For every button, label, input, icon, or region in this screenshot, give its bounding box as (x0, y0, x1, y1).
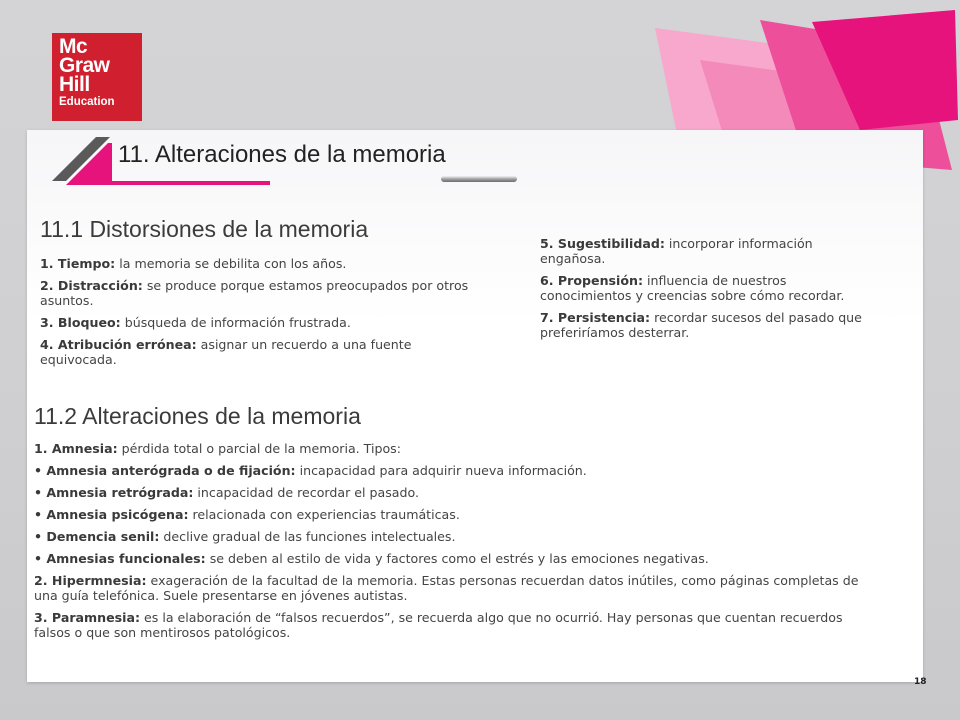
item-label: 6. Propensión: (540, 273, 644, 288)
list-item (540, 310, 880, 340)
section1-right-column (540, 236, 880, 347)
item-text: se produce porque estamos preocupados por otros asuntos. (40, 278, 469, 308)
item-text: recordar sucesos del pasado que preferiríamos desterrar. (540, 310, 862, 340)
list-item (540, 236, 880, 266)
logo-line-education: Education (59, 96, 115, 108)
item-text: relacionada con experiencias traumáticas. (188, 507, 460, 522)
list-item (540, 273, 880, 303)
item-text: incapacidad para adquirir nueva información. (295, 463, 587, 478)
item-label: 4. Atribución errónea: (40, 337, 197, 352)
item-label: • Amnesia anterógrada o de fijación: (34, 463, 296, 478)
item-label: 3. Bloqueo: (40, 315, 121, 330)
item-text: pérdida total o parcial de la memoria. Tipos: (117, 441, 401, 456)
list-item (40, 278, 488, 308)
list-item (34, 485, 864, 500)
item-text: incorporar información engañosa. (540, 236, 813, 266)
item-text: asignar un recuerdo a una fuente equivocada. (40, 337, 412, 367)
item-text: es la elaboración de “falsos recuerdos”, se recuerda algo que no ocurrió. Hay personas que cuentan recuerdos falsos o que son mentirosos patológicos. (34, 610, 843, 640)
item-text: exageración de la facultad de la memoria. Estas personas recuerdan datos inútiles, como páginas completas de una guía telefónica. Suele presentarse en jóvenes autistas. (34, 573, 859, 603)
section1-heading: 11.1 Distorsiones de la memoria (40, 216, 369, 242)
item-label: • Demencia senil: (34, 529, 160, 544)
item-text: influencia de nuestros conocimientos y creencias sobre cómo recordar. (540, 273, 845, 303)
page-number: 18 (914, 677, 927, 687)
section2-list (34, 441, 864, 647)
item-label: 7. Persistencia: (540, 310, 651, 325)
item-label: • Amnesia psicógena: (34, 507, 189, 522)
list-item (40, 337, 488, 367)
item-label: 1. Amnesia: (34, 441, 118, 456)
list-item (34, 441, 864, 456)
item-text: incapacidad de recordar el pasado. (193, 485, 419, 500)
list-item (40, 315, 488, 330)
list-item (34, 463, 864, 478)
item-label: 3. Paramnesia: (34, 610, 141, 625)
section2-heading: 11.2 Alteraciones de la memoria (34, 403, 361, 429)
list-item (34, 551, 864, 566)
item-label: 2. Distracción: (40, 278, 143, 293)
list-item (34, 507, 864, 522)
item-text: declive gradual de las funciones intelectuales. (159, 529, 456, 544)
logo-line-hill: Hill (59, 73, 90, 96)
list-item (34, 529, 864, 544)
logo-line-mc: Mc (59, 35, 88, 58)
item-text: búsqueda de información frustrada. (120, 315, 351, 330)
list-item (40, 256, 488, 271)
list-item (34, 610, 864, 640)
item-label: 5. Sugestibilidad: (540, 236, 665, 251)
item-label: 2. Hipermnesia: (34, 573, 147, 588)
grey-pill-decoration (441, 176, 517, 182)
item-label: • Amnesia retrógrada: (34, 485, 194, 500)
section1-left-column (40, 256, 488, 374)
item-text: la memoria se debilita con los años. (115, 256, 347, 271)
mcgraw-hill-education-logo (52, 33, 142, 121)
title-tab-decoration (52, 133, 112, 185)
item-label: • Amnesias funcionales: (34, 551, 206, 566)
list-item (34, 573, 864, 603)
slide-title: 11. Alteraciones de la memoria (118, 141, 446, 168)
title-underline (105, 181, 270, 185)
item-text: se deben al estilo de vida y factores como el estrés y las emociones negativas. (205, 551, 709, 566)
item-label: 1. Tiempo: (40, 256, 116, 271)
logo-line-graw: Graw (59, 54, 110, 77)
